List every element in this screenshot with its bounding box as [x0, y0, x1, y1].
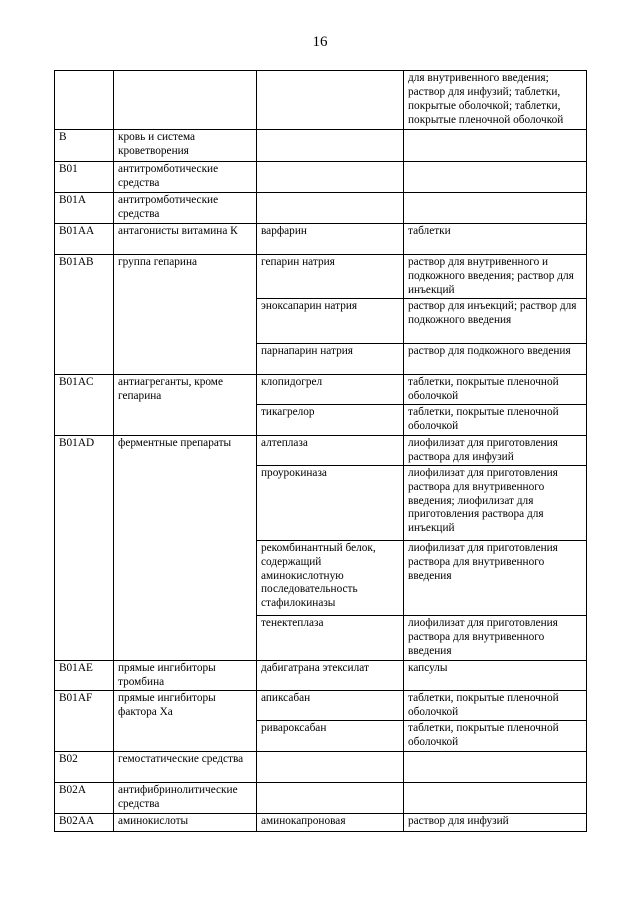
- group-name-cell: прямые ингибиторы фактора Xa: [114, 690, 257, 751]
- atc-code-cell: B01AD: [55, 435, 114, 660]
- drug-name-cell: клопидогрел: [257, 374, 404, 404]
- table-row: [55, 690, 587, 720]
- dosage-form-cell: [404, 782, 587, 813]
- drug-name-cell: гепарин натрия: [257, 255, 404, 299]
- group-name-cell: группа гепарина: [114, 255, 257, 375]
- drug-name-cell: алтеплаза: [257, 435, 404, 465]
- page-number: 16: [312, 34, 328, 50]
- dosage-form-cell: таблетки: [404, 224, 587, 255]
- dosage-form-cell: [404, 130, 587, 162]
- dosage-form-cell: лиофилизат для приготовления раствора для внутривенного введения; лиофилизат для приготовления раствора для инъекций: [404, 465, 587, 540]
- atc-code-cell: B01AE: [55, 660, 114, 690]
- group-name-cell: аминокислоты: [114, 813, 257, 831]
- atc-code-cell: B01A: [55, 193, 114, 224]
- drug-name-cell: [257, 751, 404, 782]
- atc-code-cell: B01AA: [55, 224, 114, 255]
- atc-code-cell: B02AA: [55, 813, 114, 831]
- table-row: [55, 71, 587, 130]
- dosage-form-cell: [404, 751, 587, 782]
- drug-name-cell: проурокиназа: [257, 465, 404, 540]
- table-row: [55, 435, 587, 465]
- group-name-cell: кровь и система кроветворения: [114, 130, 257, 162]
- table-row: [55, 660, 587, 690]
- dosage-form-cell: лиофилизат для приготовления раствора для внутривенного введения: [404, 615, 587, 660]
- drug-name-cell: тикагрелор: [257, 404, 404, 435]
- table-row: [55, 130, 587, 162]
- group-name-cell: антитромботические средства: [114, 193, 257, 224]
- table-row: [55, 255, 587, 299]
- atc-code-cell: B01AF: [55, 690, 114, 751]
- dosage-form-cell: для внутривенного введения; раствор для инфузий; таблетки, покрытые оболочкой; таблетки, покрытые пленочной оболочкой: [404, 71, 587, 130]
- table-row: [55, 224, 587, 255]
- table-row: [55, 193, 587, 224]
- dosage-form-cell: лиофилизат для приготовления раствора для внутривенного введения: [404, 540, 587, 615]
- dosage-form-cell: раствор для инфузий: [404, 813, 587, 831]
- table-row: [55, 782, 587, 813]
- dosage-form-cell: [404, 193, 587, 224]
- group-name-cell: ферментные препараты: [114, 435, 257, 660]
- group-name-cell: гемостатические средства: [114, 751, 257, 782]
- drug-classification-table: [54, 70, 587, 832]
- group-name-cell: прямые ингибиторы тромбина: [114, 660, 257, 690]
- table-row: [55, 813, 587, 831]
- drug-name-cell: [257, 130, 404, 162]
- drug-name-cell: дабигатрана этексилат: [257, 660, 404, 690]
- table-row: [55, 162, 587, 193]
- dosage-form-cell: таблетки, покрытые пленочной оболочкой: [404, 404, 587, 435]
- atc-code-cell: B01: [55, 162, 114, 193]
- drug-name-cell: тенектеплаза: [257, 615, 404, 660]
- atc-code-cell: B02A: [55, 782, 114, 813]
- group-name-cell: антиагреганты, кроме гепарина: [114, 374, 257, 435]
- drug-name-cell: [257, 71, 404, 130]
- drug-name-cell: ривароксабан: [257, 720, 404, 751]
- group-name-cell: антифибринолитические средства: [114, 782, 257, 813]
- drug-name-cell: [257, 162, 404, 193]
- drug-name-cell: рекомбинантный белок, содержащий аминокислотную последовательность стафилокиназы: [257, 540, 404, 615]
- dosage-form-cell: капсулы: [404, 660, 587, 690]
- dosage-form-cell: таблетки, покрытые пленочной оболочкой: [404, 690, 587, 720]
- drug-name-cell: эноксапарин натрия: [257, 298, 404, 343]
- dosage-form-cell: лиофилизат для приготовления раствора для инфузий: [404, 435, 587, 465]
- dosage-form-cell: [404, 162, 587, 193]
- drug-name-cell: парнапарин натрия: [257, 343, 404, 374]
- drug-name-cell: апиксабан: [257, 690, 404, 720]
- atc-code-cell: B: [55, 130, 114, 162]
- atc-code-cell: [55, 71, 114, 130]
- atc-code-cell: B01AB: [55, 255, 114, 375]
- drug-name-cell: [257, 782, 404, 813]
- group-name-cell: [114, 71, 257, 130]
- dosage-form-cell: таблетки, покрытые пленочной оболочкой: [404, 374, 587, 404]
- table-row: [55, 374, 587, 404]
- drug-name-cell: [257, 193, 404, 224]
- dosage-form-cell: раствор для внутривенного и подкожного введения; раствор для инъекций: [404, 255, 587, 299]
- drug-name-cell: варфарин: [257, 224, 404, 255]
- atc-code-cell: B02: [55, 751, 114, 782]
- dosage-form-cell: раствор для инъекций; раствор для подкожного введения: [404, 298, 587, 343]
- table-row: [55, 751, 587, 782]
- dosage-form-cell: таблетки, покрытые пленочной оболочкой: [404, 720, 587, 751]
- group-name-cell: антагонисты витамина К: [114, 224, 257, 255]
- atc-code-cell: B01AC: [55, 374, 114, 435]
- dosage-form-cell: раствор для подкожного введения: [404, 343, 587, 374]
- drug-name-cell: аминокапроновая: [257, 813, 404, 831]
- group-name-cell: антитромботические средства: [114, 162, 257, 193]
